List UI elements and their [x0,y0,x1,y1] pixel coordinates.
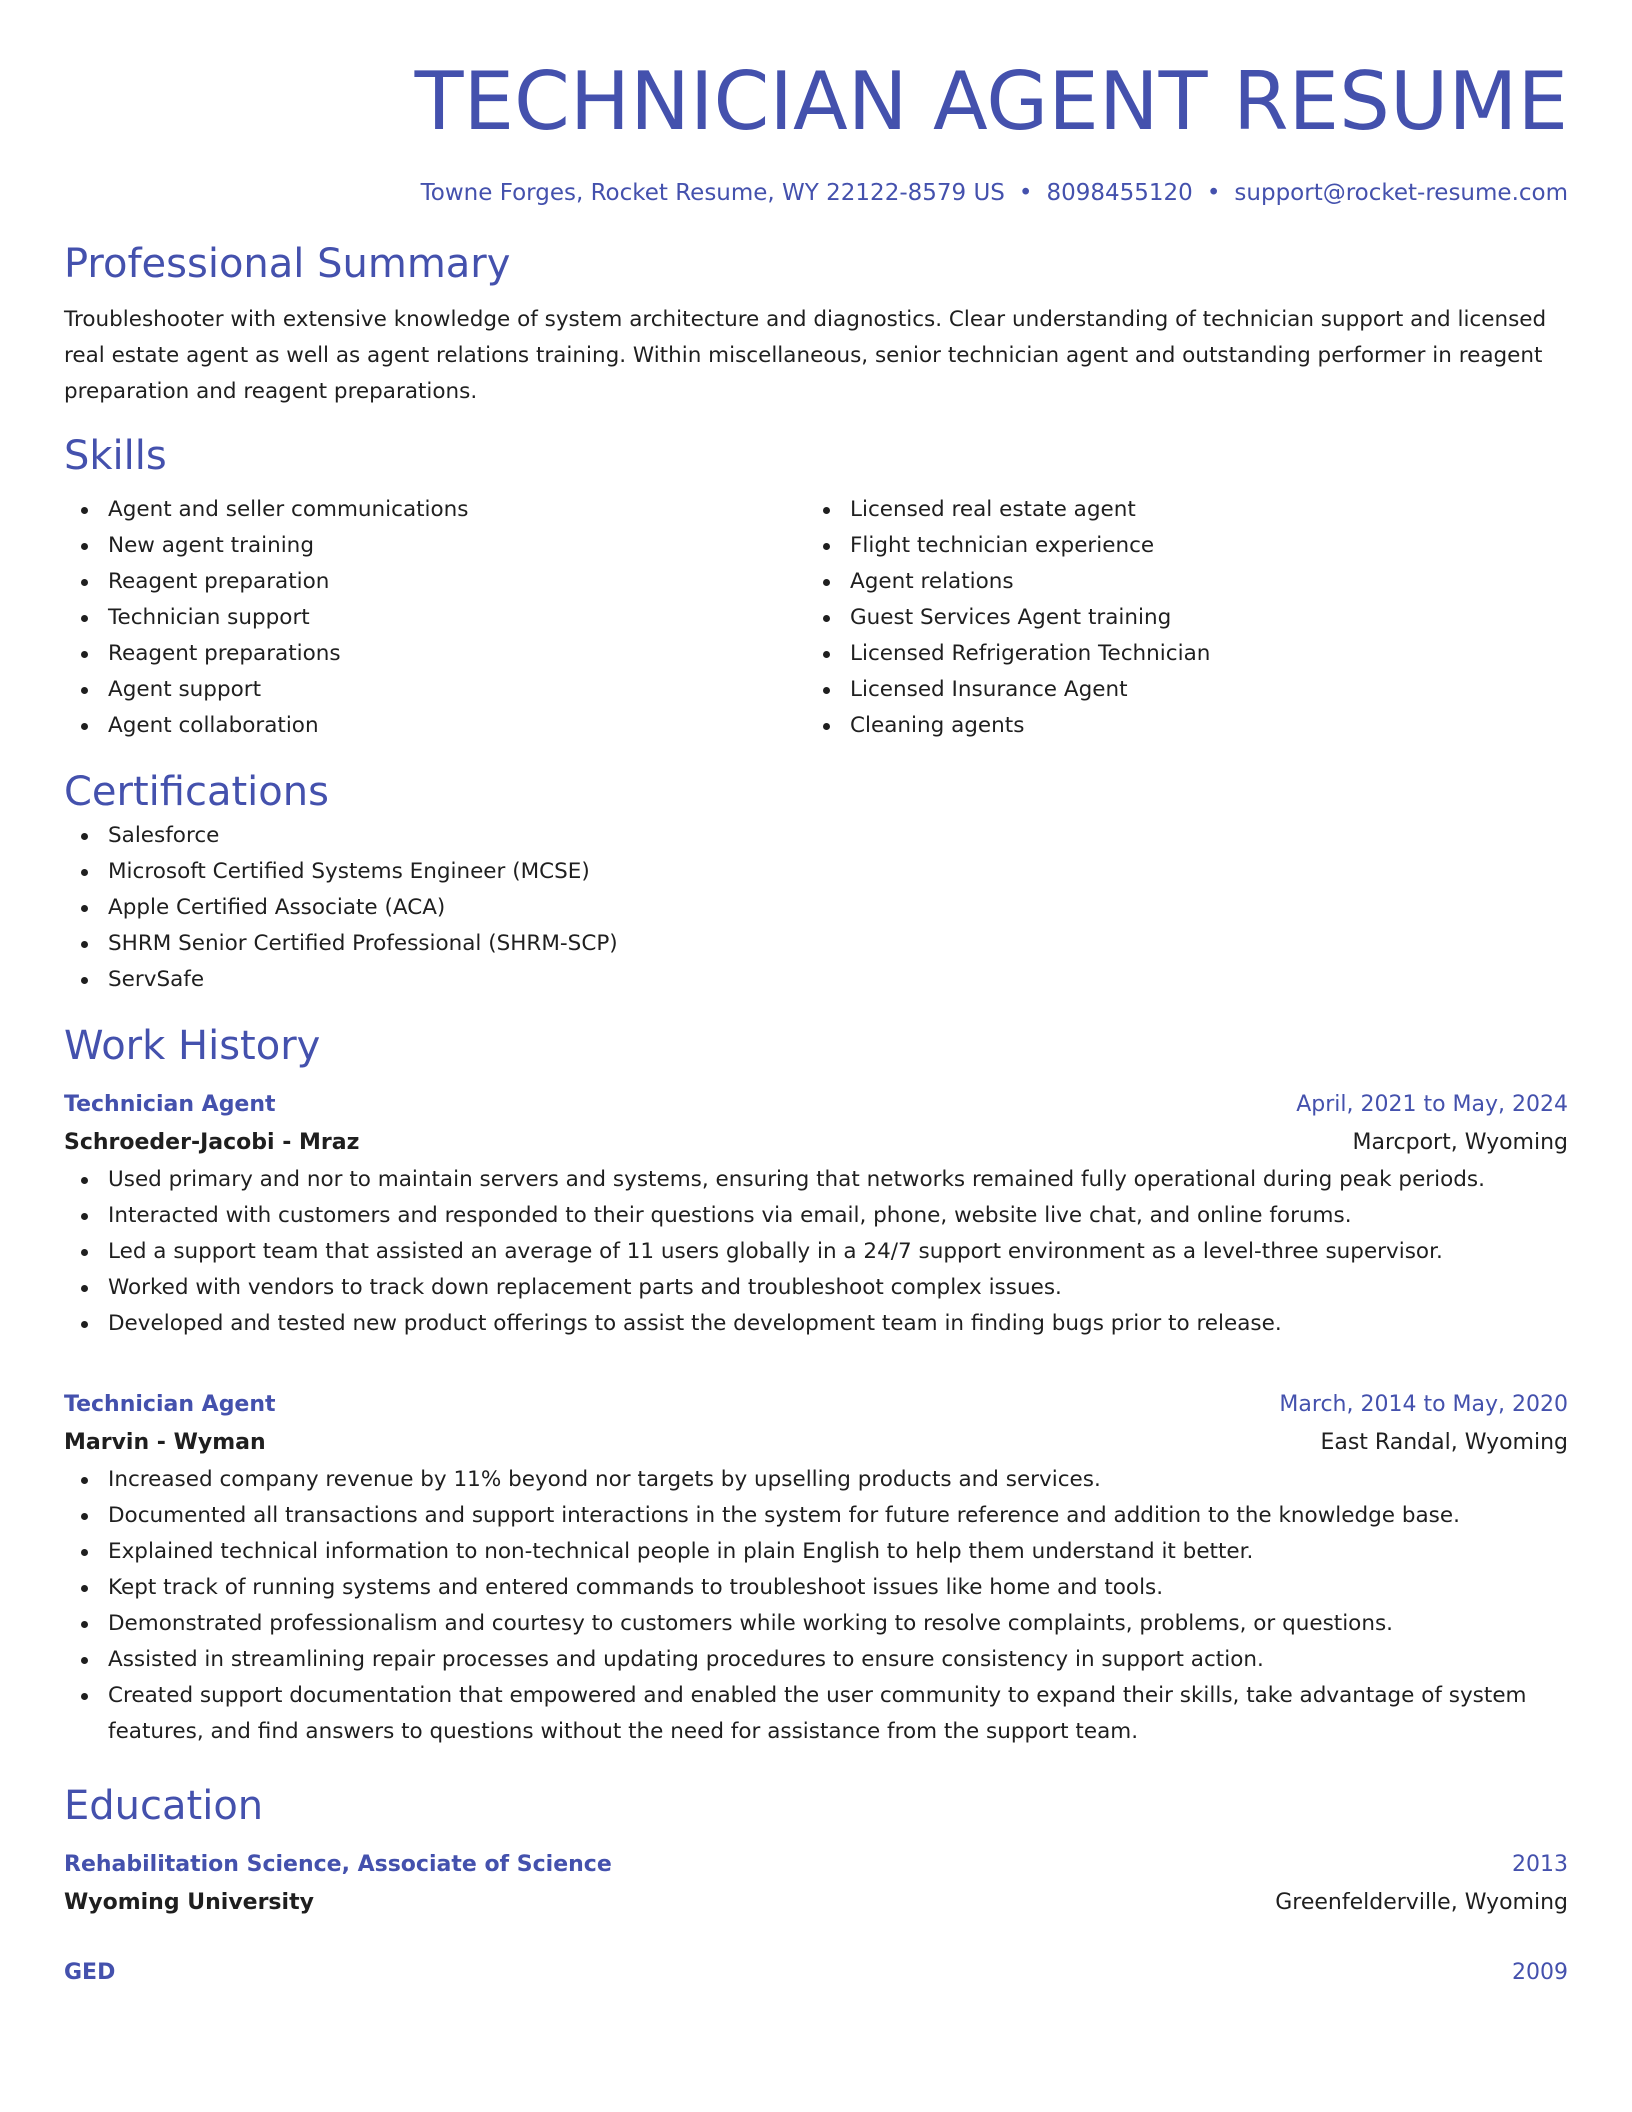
skill-item: Licensed Insurance Agent [806,672,1548,708]
job-company: Schroeder-Jacobi - Mraz [64,1130,360,1155]
job-dates: March, 2014 to May, 2020 [1279,1392,1568,1417]
education-degree-row [64,1954,1568,1992]
job-bullet: Worked with vendors to track down replacement parts and troubleshoot complex issues. [64,1270,1568,1306]
job-dates: April, 2021 to May, 2024 [1296,1092,1568,1117]
job-bullet: Explained technical information to non-technical people in plain English to help them understand it better. [64,1534,1568,1570]
job-bullet: Used primary and nor to maintain servers and systems, ensuring that networks remained fully operational during peak periods. [64,1162,1568,1198]
job-bullets [64,1162,1568,1342]
job-location: East Randal, Wyoming [1320,1430,1568,1455]
job-bullet: Increased company revenue by 11% beyond nor targets by upselling products and services. [64,1462,1568,1498]
education-entry [64,1846,1568,1922]
summary-text: Troubleshooter with extensive knowledge of system architecture and diagnostics. Clear understanding of technician support and licensed real estate agent as well as agent relations training. Within miscellaneous, senior technician agent and outstanding performer in reagent preparation and reagent preparations. [64,307,1547,404]
job-company-row [64,1124,1568,1162]
skill-item: Agent relations [806,564,1548,600]
education-year: 2009 [1512,1960,1568,1985]
job-bullet: Developed and tested new product offerings to assist the development team in finding bugs prior to release. [64,1306,1568,1342]
certification-item: Apple Certified Associate (ACA) [64,890,1568,926]
skill-item: New agent training [64,528,806,564]
education-year: 2013 [1512,1852,1568,1877]
skill-item: Agent collaboration [64,708,806,744]
job-bullet: Documented all transactions and support interactions in the system for future reference and addition to the knowledge base. [64,1498,1568,1534]
education-degree-row [64,1846,1568,1884]
resume-title: TECHNICIAN AGENT RESUME [414,55,1568,148]
skill-item: Agent and seller communications [64,492,806,528]
contact-address: Towne Forges, Rocket Resume, WY 22122-8579 US [420,180,1005,206]
skill-item: Reagent preparations [64,636,806,672]
job-bullet: Led a support team that assisted an average of 11 users globally in a 24/7 support environment as a level-three supervisor. [64,1234,1568,1270]
skills-heading: Skills [64,433,167,479]
contact-separator: • [1206,180,1221,206]
job-location: Marcport, Wyoming [1352,1130,1568,1155]
contact-line [64,178,1568,208]
job-bullet: Assisted in streamlining repair processes and updating procedures to ensure consistency in support action. [64,1642,1568,1678]
certification-item: Salesforce [64,818,1568,854]
education-heading: Education [64,1783,264,1829]
skill-item: Flight technician experience [806,528,1548,564]
job-company: Marvin - Wyman [64,1430,266,1455]
job-bullet: Kept track of running systems and entered commands to troubleshoot issues like home and tools. [64,1570,1568,1606]
work-history-heading: Work History [64,1023,321,1069]
education-location: Greenfelderville, Wyoming [1275,1890,1568,1915]
job-bullet: Interacted with customers and responded to their questions via email, phone, website live chat, and online forums. [64,1198,1568,1234]
skill-item: Guest Services Agent training [806,600,1548,636]
job-entry [64,1086,1568,1342]
job-title-row [64,1086,1568,1124]
certification-item: SHRM Senior Certified Professional (SHRM-SCP) [64,926,1568,962]
job-bullet: Demonstrated professionalism and courtesy to customers while working to resolve complaints, problems, or questions. [64,1606,1568,1642]
skill-item: Licensed Refrigeration Technician [806,636,1548,672]
contact-email: support@rocket-resume.com [1234,180,1568,206]
job-bullets [64,1462,1568,1750]
job-title: Technician Agent [64,1392,276,1417]
job-company-row [64,1424,1568,1462]
skill-item: Reagent preparation [64,564,806,600]
certifications-heading: Certifications [64,769,329,815]
education-school-row [64,1884,1568,1922]
job-title: Technician Agent [64,1092,276,1117]
certifications-list [64,818,1568,998]
skills-grid [64,492,1568,744]
skills-left-column [64,492,806,744]
skill-item: Technician support [64,600,806,636]
skill-item: Licensed real estate agent [806,492,1548,528]
education-entry [64,1954,1568,1992]
job-entry [64,1386,1568,1750]
skills-right-column [806,492,1548,744]
skill-item: Agent support [64,672,806,708]
certification-item: ServSafe [64,962,1568,998]
contact-separator: • [1018,180,1033,206]
job-title-row [64,1386,1568,1424]
skill-item: Cleaning agents [806,708,1548,744]
certification-item: Microsoft Certified Systems Engineer (MCSE) [64,854,1568,890]
education-degree: GED [64,1960,116,1985]
job-bullet: Created support documentation that empowered and enabled the user community to expand their skills, take advantage of system features, and find answers to questions without the need for assistance from the support team. [64,1678,1568,1750]
contact-phone: 8098455120 [1046,180,1193,206]
summary-heading: Professional Summary [64,241,511,287]
education-degree: Rehabilitation Science, Associate of Science [64,1852,612,1877]
education-school: Wyoming University [64,1890,314,1915]
